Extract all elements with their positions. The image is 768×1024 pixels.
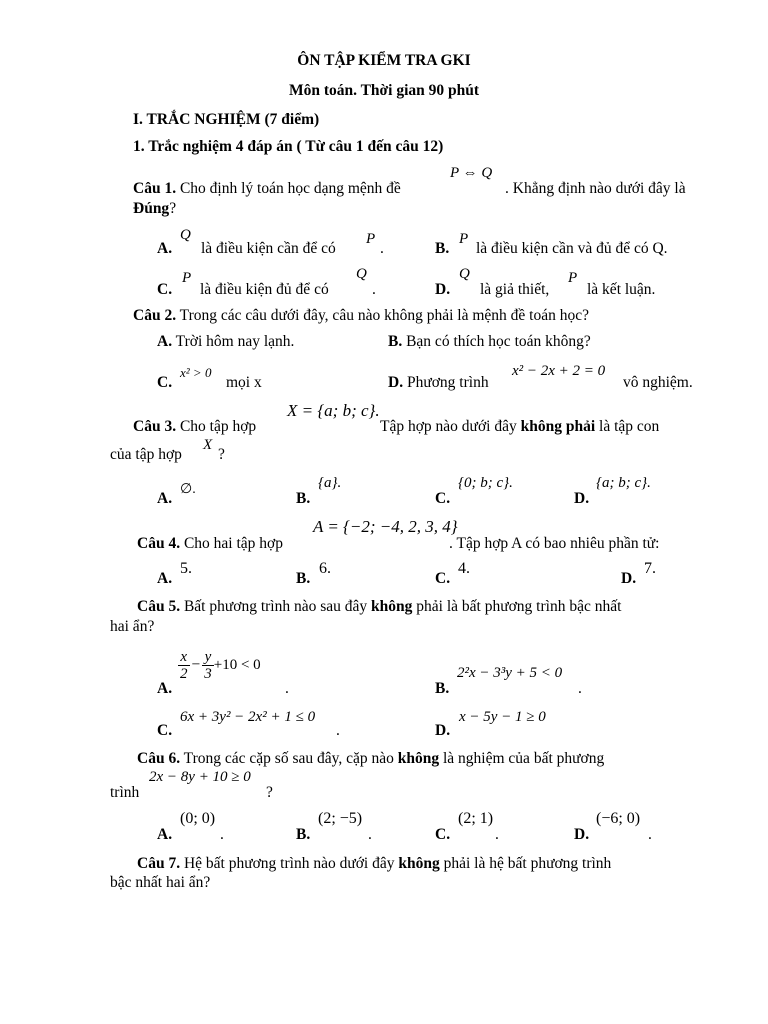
q5-option-d-label: D.: [435, 722, 451, 739]
q6-option-a-label: A.: [157, 826, 173, 843]
q4-text-after: . Tập hợp A có bao nhiêu phần tử:: [449, 535, 660, 552]
q1-option-a-end: .: [380, 240, 384, 257]
q1-option-c-label: C.: [157, 281, 173, 298]
q3-option-a-formula: ∅.: [180, 482, 196, 497]
q2-option-d: [388, 374, 489, 392]
q5-option-d-formula: x − 5y − 1 ≥ 0: [459, 709, 546, 725]
q5-option-b-formula: 2²x − 3³y + 5 < 0: [457, 665, 563, 681]
q1-option-d-var2: P: [568, 270, 578, 286]
q1-option-d-text: là giả thiết,: [480, 281, 550, 298]
q5-option-a-label: A.: [157, 680, 173, 697]
q3-stem-right: [380, 418, 659, 436]
q1-option-c-text: là điều kiện đủ để có: [200, 281, 329, 298]
q1-option-b-label: B.: [435, 240, 450, 257]
q1-label: Câu 1.: [133, 180, 177, 197]
q4-option-d-label: D.: [621, 570, 637, 587]
q4-stem: [137, 535, 283, 553]
q7-stem: [137, 855, 611, 873]
q2-option-b-label: B.: [388, 333, 403, 350]
q6-option-d-formula: (−6; 0): [596, 810, 641, 827]
q2-option-c-formula: x² > 0: [180, 365, 212, 380]
q2-option-d-text2: vô nghiệm.: [623, 374, 693, 391]
q5-option-c-end: .: [336, 722, 340, 739]
q3-text-mid: Tập hợp nào dưới đây: [380, 418, 521, 435]
q3-stem: [133, 418, 256, 436]
q3-text-before: Cho tập hợp: [176, 418, 257, 435]
q2-option-d-text: Phương trình: [403, 374, 489, 391]
q1-formula: P ⇔ Q: [450, 165, 493, 181]
q3-option-a-label: A.: [157, 490, 173, 507]
q6-line2: trình: [110, 784, 140, 801]
section-title: I. TRẮC NGHIỆM (7 điểm): [133, 111, 320, 128]
q4-option-a-value: 5.: [180, 560, 192, 577]
q4-option-c-value: 4.: [458, 560, 470, 577]
q5-option-a-formula: $\frac{x}{2}$ − $\frac{y}{3}$ +10 < 0: [180, 648, 261, 682]
q2-option-c-label: C.: [157, 374, 173, 391]
q2-option-d-label: D.: [388, 374, 404, 391]
q1-option-c-end: .: [372, 281, 376, 298]
q3-option-b-formula: {a}.: [318, 475, 342, 491]
q3-option-d-label: D.: [574, 490, 590, 507]
q6-option-b-formula: (2; −5): [318, 810, 363, 827]
q1-line2-rest: ?: [169, 200, 177, 217]
q2-option-b: [388, 333, 591, 351]
q5-text-after: phải là bất phương trình bậc nhất: [412, 598, 622, 615]
q5-option-a-frac2: $\frac{y}{3}$: [204, 648, 212, 682]
q3-option-d-formula: {a; b; c}.: [596, 475, 651, 491]
q6-option-b-end: .: [368, 826, 372, 843]
q5-text-before: Bất phương trình nào sau đây: [180, 598, 372, 615]
q1-text-after: . Khẳng định nào dưới đây là: [505, 180, 686, 197]
document-subtitle: Môn toán. Thời gian 90 phút: [288, 82, 480, 99]
q2-option-a: [157, 333, 294, 351]
q3-bold: không phải: [520, 418, 596, 435]
q6-label: Câu 6.: [137, 750, 181, 767]
q4-label: Câu 4.: [137, 535, 181, 552]
q1-option-d-var1: Q: [459, 266, 470, 282]
q6-formula: 2x − 8y + 10 ≥ 0: [149, 769, 251, 785]
q1-option-c-var1: P: [182, 270, 192, 286]
document-title: ÔN TẬP KIỂM TRA GKI: [297, 52, 471, 69]
q6-text-after: là nghiệm của bất phương: [439, 750, 605, 767]
q3-option-c-formula: {0; b; c}.: [458, 475, 513, 491]
q7-bold: không: [398, 855, 440, 872]
q1-option-b-text: là điều kiện cần và đủ để có Q.: [476, 240, 668, 257]
q3-label: Câu 3.: [133, 418, 177, 435]
q6-text-before: Trong các cặp số sau đây, cặp nào: [180, 750, 398, 767]
q5-bold: không: [371, 598, 413, 615]
q4-option-b-label: B.: [296, 570, 311, 587]
q2-option-a-text: Trời hôm nay lạnh.: [172, 333, 295, 350]
q5-stem: [137, 598, 621, 616]
q1-option-a-text: là điều kiện cần để có: [201, 240, 336, 257]
q6-option-a-end: .: [220, 826, 224, 843]
q2-label: Câu 2.: [133, 307, 177, 324]
q5-option-b-label: B.: [435, 680, 450, 697]
q5-line2: hai ẩn?: [110, 618, 155, 635]
q4-option-b-value: 6.: [319, 560, 331, 577]
q1-option-d-text2: là kết luận.: [587, 281, 656, 298]
q1-option-b-var1: P: [459, 231, 469, 247]
q6-line2-end: ?: [266, 784, 273, 801]
q1-stem-line2: [133, 200, 176, 218]
q4-option-d-value: 7.: [644, 560, 656, 577]
q2-option-d-formula: x² − 2x + 2 = 0: [512, 363, 606, 379]
q1-option-c-var2: Q: [356, 266, 367, 282]
q7-text-before: Hệ bất phương trình nào dưới đây: [180, 855, 399, 872]
q5-option-a-end: .: [285, 680, 289, 697]
q5-label: Câu 5.: [137, 598, 181, 615]
q1-option-a-var1: Q: [180, 227, 191, 243]
q4-option-a-label: A.: [157, 570, 173, 587]
q3-line2: của tập hợp: [110, 446, 182, 463]
q7-line2: bậc nhất hai ẩn?: [110, 874, 211, 891]
q5-option-c-formula: 6x + 3y² − 2x² + 1 ≤ 0: [180, 709, 316, 725]
q6-option-c-label: C.: [435, 826, 451, 843]
q2-option-c-text: mọi x: [226, 374, 262, 391]
q5-option-b-end: .: [578, 680, 582, 697]
q3-formula: X = {a; b; c}.: [287, 401, 380, 420]
q6-option-c-formula: (2; 1): [458, 810, 494, 827]
q6-stem: [137, 750, 604, 768]
q2-stem: [133, 307, 589, 325]
q1-option-d-label: D.: [435, 281, 451, 298]
q6-option-a-formula: (0; 0): [180, 810, 216, 827]
q4-text-before: Cho hai tập hợp: [180, 535, 283, 552]
q6-option-d-label: D.: [574, 826, 590, 843]
q2-option-a-label: A.: [157, 333, 173, 350]
q6-option-b-label: B.: [296, 826, 311, 843]
section-subtitle: 1. Trắc nghiệm 4 đáp án ( Từ câu 1 đến câu 12): [133, 138, 444, 155]
q1-option-a-var2: P: [366, 231, 376, 247]
q5-option-a-frac1: $\frac{x}{2}$: [180, 648, 188, 682]
q4-option-c-label: C.: [435, 570, 451, 587]
q3-line2-var: X: [203, 437, 213, 453]
q3-line2-end: ?: [218, 446, 225, 463]
q1-text-before: Cho định lý toán học dạng mệnh đề: [176, 180, 401, 197]
q1-stem: [133, 180, 401, 198]
q4-formula: A = {−2; −4, 2, 3, 4}: [313, 517, 458, 536]
q2-text: Trong các câu dưới đây, câu nào không phải là mệnh đề toán học?: [176, 307, 589, 324]
q1-option-a-label: A.: [157, 240, 173, 257]
q6-bold: không: [397, 750, 440, 767]
q5-option-c-label: C.: [157, 722, 173, 739]
q6-option-c-end: .: [495, 826, 499, 843]
q1-line2-bold: Đúng: [133, 200, 170, 217]
q6-option-d-end: .: [648, 826, 652, 843]
q3-option-c-label: C.: [435, 490, 451, 507]
q3-option-b-label: B.: [296, 490, 311, 507]
q3-text-after: là tập con: [595, 418, 660, 435]
q7-label: Câu 7.: [137, 855, 181, 872]
q2-option-b-text: Bạn có thích học toán không?: [402, 333, 591, 350]
q7-text-after: phải là hệ bất phương trình: [439, 855, 612, 872]
